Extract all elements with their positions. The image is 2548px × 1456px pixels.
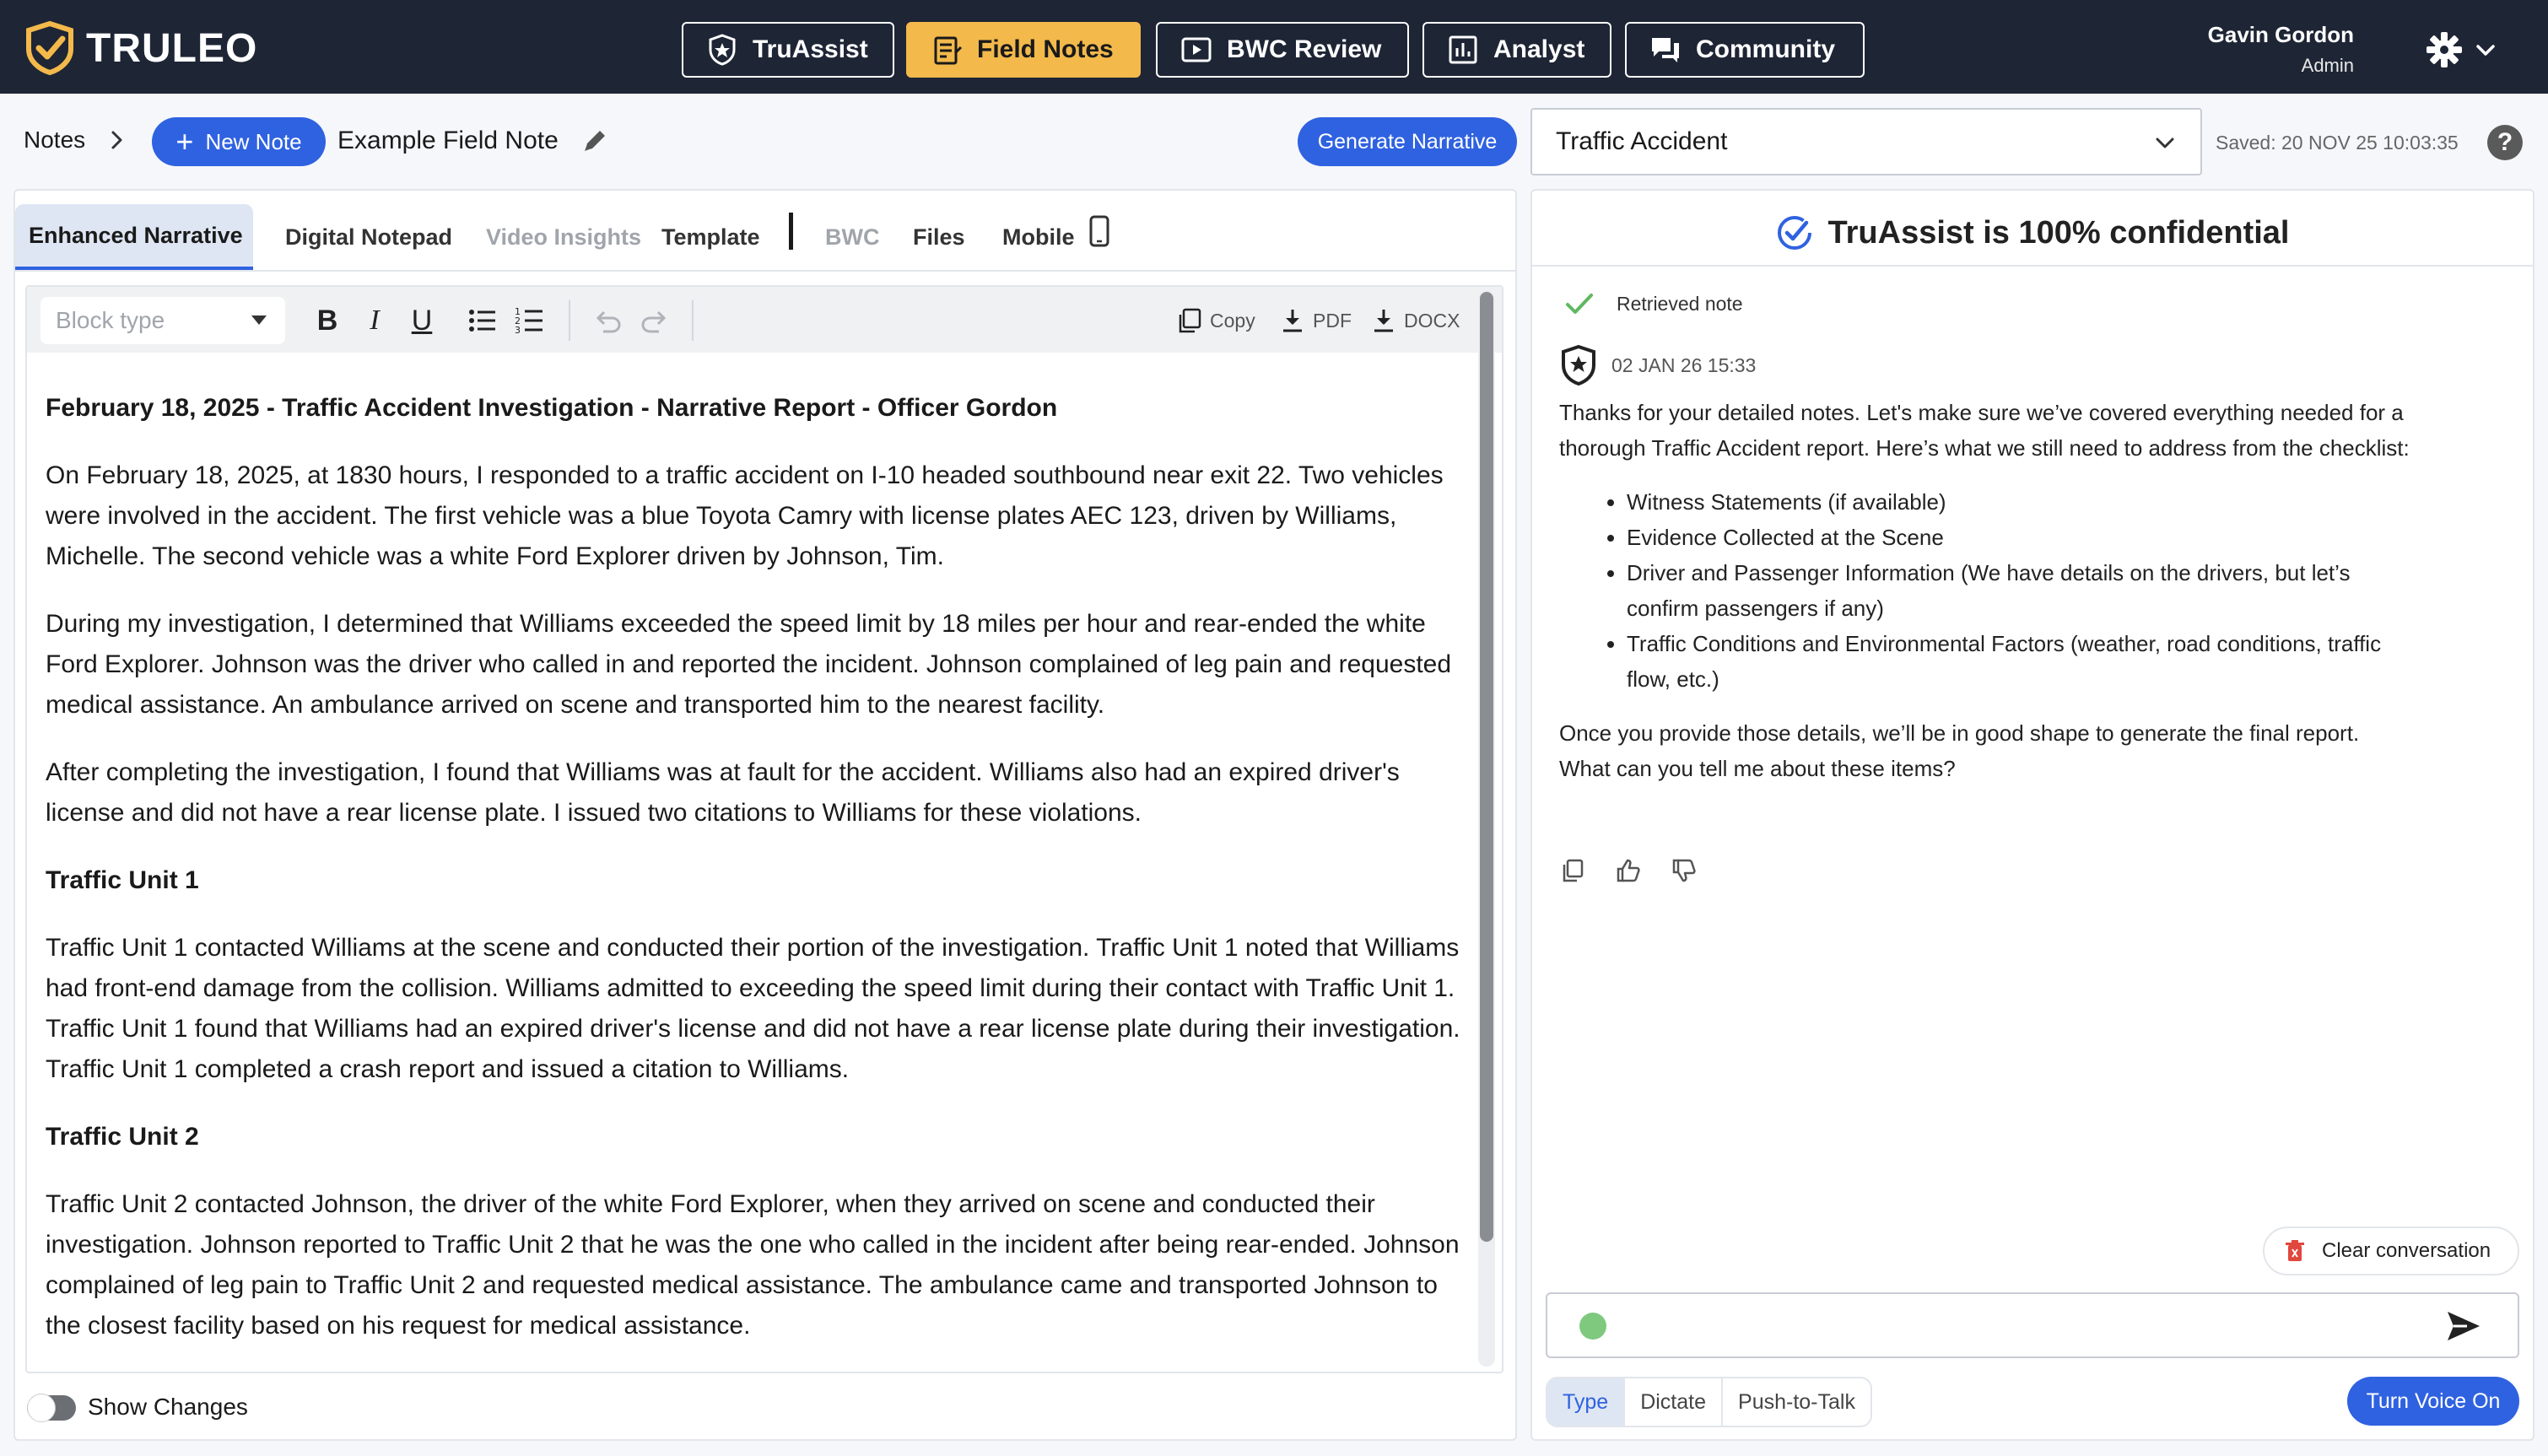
nav-label: BWC Review [1227,35,1382,63]
narrative-document[interactable] [46,388,1463,1350]
nav-label: Community [1696,35,1835,63]
block-type-select[interactable] [40,297,285,344]
message-actions [1559,857,1698,884]
download-icon [1370,307,1397,334]
new-note-label: New Note [205,128,302,154]
document-paragraph: During my investigation, I determined that Williams exceeded the speed limit by 18 miles per hour and rear-ended the white Ford Explorer. Johnson was the driver who called in and reported the incident. Johnson complained of leg pain and requested medical assistance. An ambulance arrived on scene and transported him to the nearest facility. [46,610,1452,719]
show-changes-toggle[interactable] [27,1395,76,1421]
checklist [1627,484,2411,697]
svg-text:2: 2 [515,315,521,326]
document-paragraph: Traffic Unit 2 contacted Johnson, the driver of the white Ford Explorer, when they arrived on scene and conducted their investigation. Johnson reported to Traffic Unit 2 that he was the one who called in the incident after being rear-ended. Johnson complained of leg pain to Traffic Unit 2 and requested medical assistance. The ambulance came and transported Johnson to the closest facility based on his request for medical assistance. [46,1190,1460,1340]
toolbar-separator [569,300,570,341]
document-heading: Traffic Unit 2 [46,1123,199,1151]
saved-timestamp: Saved: 20 NOV 25 10:03:35 [2216,132,2459,154]
tab-separator [789,213,793,250]
turn-voice-on-button[interactable]: Turn Voice On [2347,1377,2519,1426]
assistant-message [1559,395,2411,786]
mobile-phone-icon [1088,215,1110,247]
caret-down-icon [251,315,267,325]
clear-conversation-label: Clear conversation [2322,1239,2491,1262]
toggle-knob [27,1394,56,1422]
assistant-header-text: TruAssist is 100% confidential [1827,214,2290,251]
tab-digital-notepad[interactable]: Digital Notepad [285,224,453,250]
gear-icon[interactable] [2425,30,2464,69]
pdf-label: PDF [1313,309,1352,332]
editor-scrollbar-thumb[interactable] [1480,292,1493,1242]
copy-label: Copy [1210,309,1255,332]
assistant-header [1532,202,2533,263]
tab-divider [13,270,1517,272]
toolbar-separator [692,300,694,341]
video-play-icon [1180,33,1213,67]
user-name: Gavin Gordon [2207,22,2354,47]
tab-video-insights: Video Insights [486,224,642,250]
list-item: • Evidence Collected at the Scene [1627,520,2411,555]
trash-icon [2283,1239,2307,1263]
italic-button[interactable]: I [370,305,380,336]
help-icon[interactable]: ? [2487,125,2523,160]
send-icon[interactable] [2445,1309,2482,1343]
document-heading: Traffic Unit 1 [46,866,199,894]
docx-label: DOCX [1404,309,1460,332]
checkmark-icon [1563,287,1596,321]
bold-button[interactable]: B [316,304,338,337]
document-paragraph: On February 18, 2025, at 1830 hours, I responded to a traffic accident on I-10 headed southbound near exit 22. Two vehicles were involved in the accident. The first vehicle was a blue Toyota Camry with license plates AEC 123, driven by Williams, Michelle. The second vehicle was a white Ford Explorer driven by Johnson, Tim. [46,461,1444,570]
copy-icon [1176,307,1203,334]
user-role: Admin [2301,55,2354,76]
truleo-logo-icon [22,20,78,76]
nav-label: Field Notes [977,35,1114,63]
list-item: • Traffic Conditions and Environmental Factors (weather, road conditions, traffic flow, etc.) [1627,626,2411,697]
chevron-down-icon [2153,132,2177,155]
numbered-list-button[interactable] [513,304,547,337]
svg-text:1: 1 [515,306,521,317]
thumbs-up-icon[interactable] [1615,857,1642,884]
template-select[interactable] [1530,108,2202,175]
bar-chart-icon [1446,33,1480,67]
undo-button[interactable] [591,304,624,337]
truassist-badge-icon [1559,344,1598,386]
retrieved-label: Retrieved note [1617,292,1743,315]
message-intro: Thanks for your detailed notes. Let's make sure we’ve covered everything needed for a thorough Traffic Accident report. Here’s what we still need to address from the checklist: [1559,400,2410,461]
assistant-divider [1532,265,2533,267]
input-mode-group [1546,1377,1872,1427]
clear-conversation-button[interactable] [2263,1227,2519,1275]
docx-download-button[interactable] [1370,304,1460,337]
tab-bwc: BWC [825,224,880,250]
list-item: • Witness Statements (if available) [1627,484,2411,520]
breadcrumb-notes[interactable]: Notes [24,127,86,153]
brand-name: TRULEO [86,25,258,71]
pencil-edit-icon[interactable] [580,127,609,155]
nav-label: TruAssist [753,35,868,63]
shield-badge-icon [705,33,739,67]
thumbs-down-icon[interactable] [1671,857,1698,884]
nav-label: Analyst [1493,35,1585,63]
chat-input[interactable] [1546,1292,2519,1358]
list-item: • Driver and Passenger Information (We have details on the drivers, but let’s confirm passengers if any) [1627,555,2411,626]
document-paragraph: After completing the investigation, I found that Williams was at fault for the accident. Williams also had an expired driver's license and did not have a rear license plate. I issued two citations to Williams for these violations. [46,758,1400,827]
show-changes-label: Show Changes [88,1394,248,1420]
status-dot-icon [1579,1313,1606,1340]
bullet-list-button[interactable] [466,304,499,337]
underline-button[interactable]: U [411,304,433,337]
numbered-list-icon [514,305,546,337]
tab-files[interactable]: Files [913,224,965,250]
truleo-logo[interactable] [22,20,257,76]
document-title: February 18, 2025 - Traffic Accident Investigation - Narrative Report - Officer Gordon [46,394,1058,422]
nav-community[interactable] [1625,22,1865,78]
redo-button[interactable] [638,304,672,337]
mode-push-to-talk[interactable]: Push-to-Talk [1738,1389,1855,1414]
new-note-button[interactable] [152,117,326,166]
nav-field-notes[interactable] [906,22,1141,78]
notepad-icon [930,33,964,67]
chevron-down-icon[interactable] [2474,39,2497,62]
mode-dictate[interactable]: Dictate [1625,1378,1723,1426]
svg-text:3: 3 [515,325,521,336]
copy-icon[interactable] [1559,857,1586,884]
chat-bubbles-icon [1649,33,1682,67]
mode-type[interactable]: Type [1547,1378,1625,1426]
retrieved-note-status [1563,287,1743,321]
user-info[interactable] [2208,22,2354,77]
nav-truassist[interactable] [682,22,894,78]
document-paragraph: Traffic Unit 1 contacted Williams at the scene and conducted their portion of the investigation. Traffic Unit 1 noted that Williams had front-end damage from the collision. Williams admitted to exceeding the speed limit during their contact with Traffic Unit 1. Traffic Unit 1 found that Williams had an expired driver's license and did not have a rear license plate during their investigation. Traffic Unit 1 completed a crash report and issued a citation to Williams. [46,934,1460,1083]
redo-icon [639,305,671,337]
download-icon [1279,307,1306,334]
message-outro: Once you provide those details, we’ll be in good shape to generate the final report. What can you tell me about these items? [1559,720,2360,781]
undo-icon [591,305,624,337]
tab-template[interactable]: Template [661,224,760,250]
pdf-download-button[interactable] [1279,304,1352,337]
check-circle-icon [1776,214,1813,251]
template-select-value: Traffic Accident [1556,127,1728,155]
chevron-right-icon [105,128,128,152]
block-type-placeholder: Block type [56,307,165,333]
tab-mobile[interactable]: Mobile [1002,224,1075,250]
tab-enhanced-narrative[interactable]: Enhanced Narrative [15,204,253,270]
bullet-list-icon [467,305,499,337]
generate-narrative-button[interactable]: Generate Narrative [1298,117,1517,166]
plus-icon: + [175,124,194,159]
copy-button[interactable] [1176,304,1255,337]
message-timestamp: 02 JAN 26 15:33 [1611,354,1757,376]
nav-bwc-review[interactable] [1156,22,1409,78]
note-title: Example Field Note [337,127,559,154]
nav-analyst[interactable] [1422,22,1611,78]
